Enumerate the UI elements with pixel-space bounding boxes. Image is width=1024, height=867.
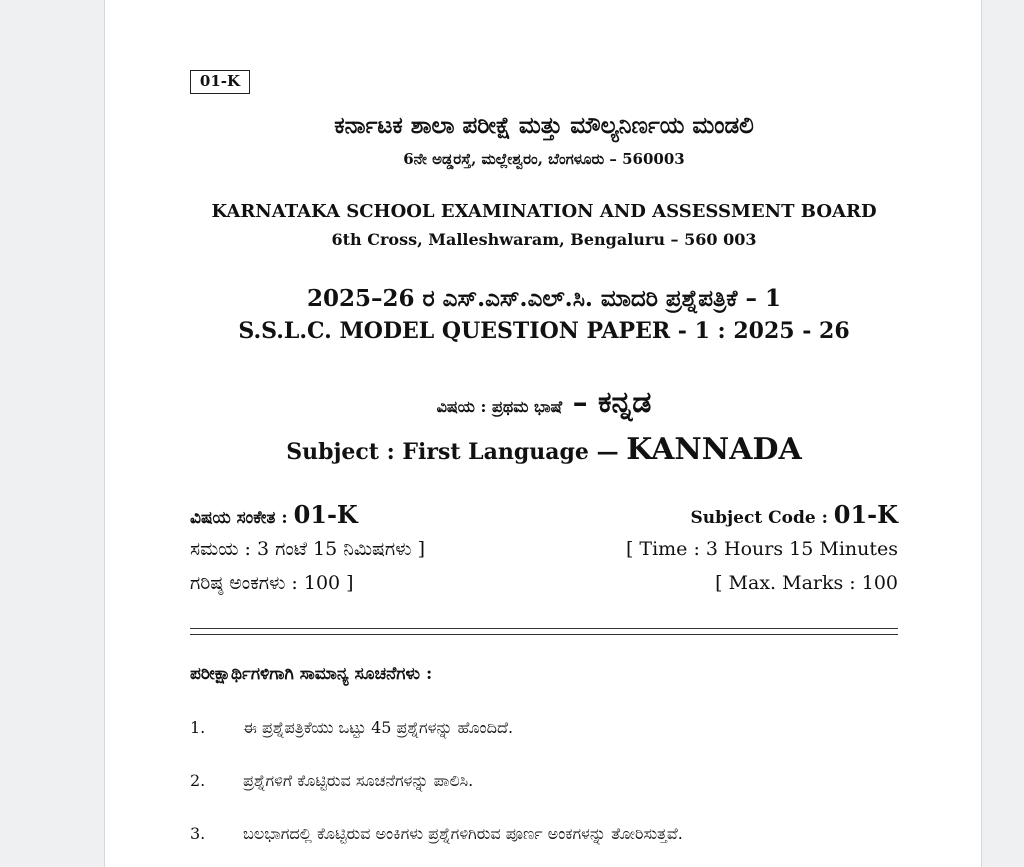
subject-code-value-kannada: 01-K bbox=[293, 500, 358, 529]
subject-code-english bbox=[690, 500, 898, 529]
instruction-text: ಪ್ರಶ್ನೆಗಳಿಗೆ ಕೊಟ್ಟಿರುವ ಸೂಚನೆಗಳನ್ನು ಪಾಲಿಸಿ. bbox=[243, 771, 474, 790]
time-english: [ Time : 3 Hours 15 Minutes bbox=[625, 538, 898, 560]
subject-name-kannada: ಕನ್ನಡ bbox=[598, 385, 652, 420]
board-address-kannada: 6ನೇ ಅಡ್ಡರಸ್ತೆ, ಮಲ್ಲೇಶ್ವರಂ, ಬೆಂಗಳೂರು – 560003 bbox=[403, 150, 685, 168]
board-address-english: 6th Cross, Malleshwaram, Bengaluru – 560 003 bbox=[331, 230, 757, 249]
subject-label-kannada: ವಿಷಯ : ಪ್ರಥಮ ಭಾಷೆ bbox=[436, 397, 563, 416]
subject-dash-kannada: – bbox=[562, 385, 599, 420]
subject-english bbox=[190, 432, 898, 467]
paper-title-kannada: 2025–26 ರ ಎಸ್.ಎಸ್.ಎಲ್.ಸಿ. ಮಾದರಿ ಪ್ರಶ್ನೆಪತ್ರಿಕೆ – 1 bbox=[306, 285, 781, 312]
subject-kannada bbox=[190, 385, 898, 420]
subject-dash-english: — bbox=[588, 439, 627, 465]
instruction-text: ಈ ಪ್ರಶ್ನೆಪತ್ರಿಕೆಯು ಒಟ್ಟು 45 ಪ್ರಶ್ನೆಗಳನ್ನು ಹೊಂದಿದೆ. bbox=[243, 718, 514, 737]
instruction-number: 1. bbox=[190, 718, 206, 737]
double-rule-bottom bbox=[190, 634, 898, 635]
time-kannada: ಸಮಯ : 3 ಗಂಟೆ 15 ನಿಮಿಷಗಳು ] bbox=[190, 538, 426, 560]
instruction-text: ಬಲಭಾಗದಲ್ಲಿ ಕೊಟ್ಟಿರುವ ಅಂಕಿಗಳು ಪ್ರಶ್ನೆಗಳಿಗಿರುವ ಪೂರ್ಣ ಅಂಕಗಳನ್ನು ತೋರಿಸುತ್ತವೆ. bbox=[243, 824, 683, 843]
board-name-english: KARNATAKA SCHOOL EXAMINATION AND ASSESSMENT BOARD bbox=[211, 201, 877, 222]
marks-english: [ Max. Marks : 100 bbox=[715, 572, 898, 594]
marks-kannada: ಗರಿಷ್ಠ ಅಂಕಗಳು : 100 ] bbox=[190, 572, 354, 594]
paper-title-english: S.S.L.C. MODEL QUESTION PAPER - 1 : 2025 - 26 bbox=[238, 318, 850, 344]
board-name-kannada: ಕರ್ನಾಟಕ ಶಾಲಾ ಪರೀಕ್ಷೆ ಮತ್ತು ಮೌಲ್ಯನಿರ್ಣಯ ಮಂಡಲಿ bbox=[334, 112, 754, 139]
subject-name-english: KANNADA bbox=[626, 432, 802, 467]
instruction-number: 2. bbox=[190, 771, 206, 790]
instructions-heading: ಪರೀಕ್ಷಾರ್ಥಿಗಳಿಗಾಗಿ ಸಾಮಾನ್ಯ ಸೂಚನೆಗಳು : bbox=[190, 664, 433, 684]
paper-code-box: 01-K bbox=[190, 70, 250, 94]
document-page bbox=[104, 0, 982, 867]
subject-label-english: Subject : First Language bbox=[286, 439, 589, 465]
subject-code-label-kannada: ವಿಷಯ ಸಂಕೇತ : bbox=[190, 508, 294, 528]
subject-code-label-english: Subject Code : bbox=[690, 508, 834, 528]
double-rule-top bbox=[190, 628, 898, 629]
subject-code-value-english: 01-K bbox=[833, 500, 898, 529]
subject-code-kannada bbox=[190, 500, 358, 529]
instruction-number: 3. bbox=[190, 824, 206, 843]
